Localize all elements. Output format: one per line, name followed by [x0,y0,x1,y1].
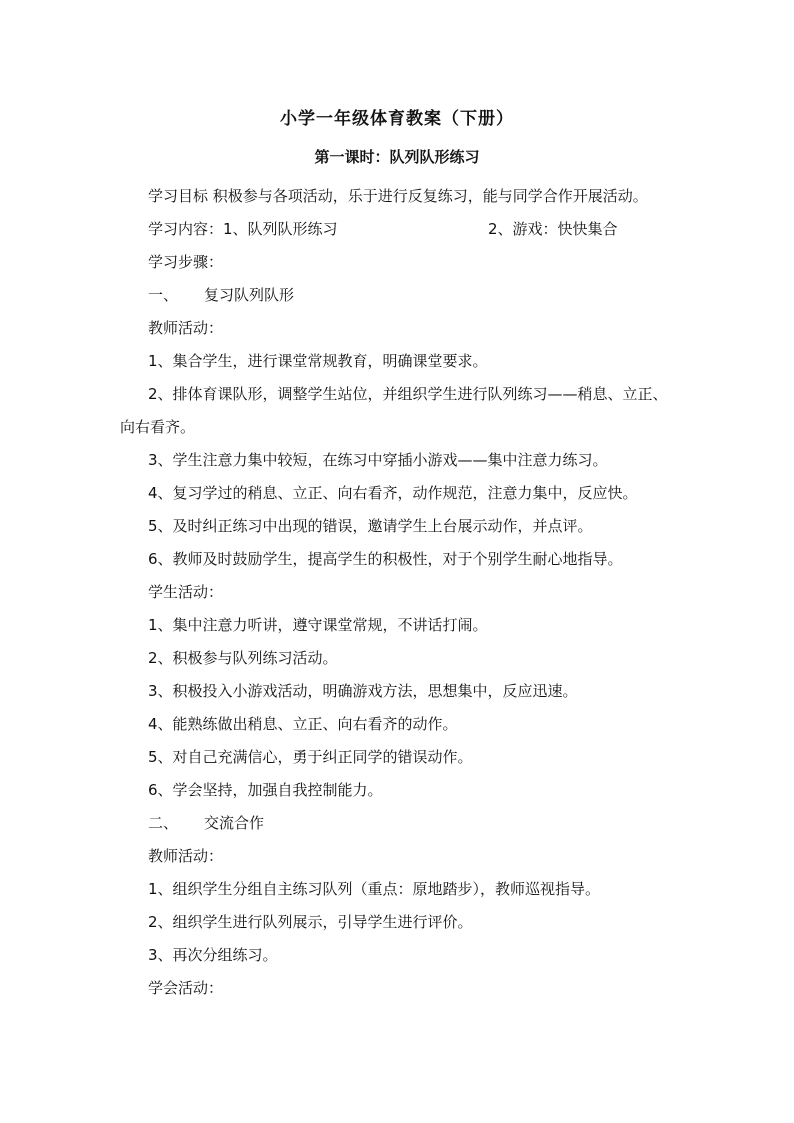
page-title: 小学一年级体育教案（下册） [280,109,514,129]
teacher-activity-label: 教师活动： [148,847,224,865]
list-item: 4、复习学过的稍息、立正、向右看齐，动作规范，注意力集中，反应快。 [148,484,638,502]
list-item: 3、再次分组练习。 [148,946,278,964]
section-title: 交流合作 [204,814,265,832]
list-item: 1、集中注意力听讲，遵守课堂常规，不讲话打闹。 [148,616,488,634]
student-activity-label: 学会活动： [148,979,224,997]
learning-objective: 学习目标 积极参与各项活动，乐于进行反复练习，能与同学合作开展活动。 [148,187,648,205]
section-heading-2 [120,807,680,840]
list-item: 4、能熟练做出稍息、立正、向右看齐的动作。 [148,715,458,733]
list-item: 1、组织学生分组自主练习队列（重点：原地踏步），教师巡视指导。 [148,880,601,898]
section-title: 复习队列队形 [204,286,295,304]
learning-content [120,213,680,246]
document-body [120,180,680,1005]
list-item: 2、排体育课队形，调整学生站位，并组织学生进行队列练习——稍息、立正、向右看齐。 [120,385,668,436]
list-item: 2、组织学生进行队列展示，引导学生进行评价。 [148,913,473,931]
section-heading-1 [120,279,680,312]
list-item: 6、学会坚持，加强自我控制能力。 [148,781,383,799]
learning-content-item-1: 学习内容：1、队列队形练习 [148,220,338,238]
list-item: 2、积极参与队列练习活动。 [148,649,338,667]
section-number: 一、 [148,286,179,304]
section-number: 二、 [148,814,179,832]
list-item: 1、集合学生，进行课堂常规教育，明确课堂要求。 [148,352,488,370]
student-activity-label: 学生活动： [148,583,224,601]
teacher-activity-label: 教师活动： [148,319,224,337]
list-item: 5、对自己充满信心，勇于纠正同学的错误动作。 [148,748,473,766]
list-item: 3、学生注意力集中较短，在练习中穿插小游戏——集中注意力练习。 [148,451,608,469]
learning-steps-label: 学习步骤： [148,253,224,271]
learning-content-item-2: 2、游戏：快快集合 [488,220,618,238]
list-item: 5、及时纠正练习中出现的错误，邀请学生上台展示动作，并点评。 [148,517,593,535]
lesson-subtitle: 第一课时：队列队形练习 [314,148,480,166]
list-item: 3、积极投入小游戏活动，明确游戏方法，思想集中，反应迅速。 [148,682,578,700]
list-item: 6、教师及时鼓励学生，提高学生的积极性，对于个别学生耐心地指导。 [148,550,623,568]
